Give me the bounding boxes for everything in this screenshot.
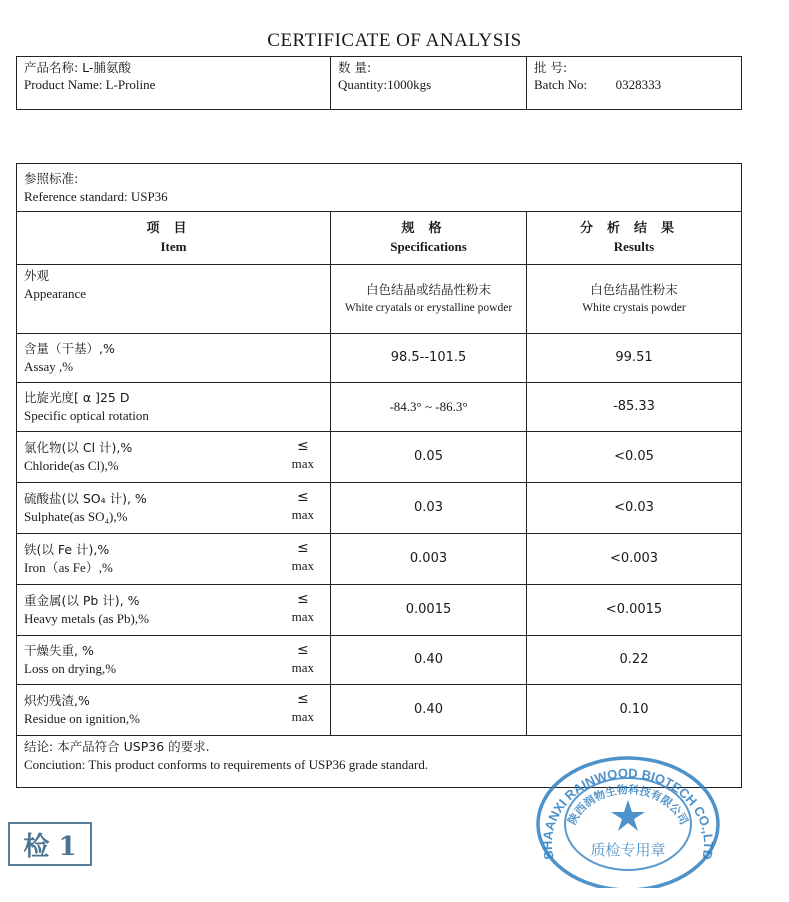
item-name-cn: 硫酸盐(以 SO₄ 计), % bbox=[24, 491, 147, 506]
spec-value: -84.3° ~ -86.3° bbox=[331, 383, 527, 432]
item-name-en: Sulphate(as SO₄),% bbox=[24, 509, 128, 524]
limit-marker bbox=[292, 691, 314, 725]
item-cell bbox=[17, 636, 331, 685]
reference-en: Reference standard: USP36 bbox=[24, 188, 168, 204]
table-row bbox=[17, 383, 742, 432]
result-en: White crystais powder bbox=[582, 302, 686, 314]
spec-value: 98.5--101.5 bbox=[331, 334, 527, 383]
result-value: <0.05 bbox=[527, 432, 742, 483]
table-row bbox=[17, 265, 742, 334]
star-icon bbox=[611, 800, 645, 831]
table-row bbox=[17, 685, 742, 736]
le-symbol: ≤ bbox=[296, 540, 309, 556]
batch-cn: 批 号: bbox=[534, 60, 568, 75]
header-info-box bbox=[16, 56, 742, 110]
stamp-center-text: 质检专用章 bbox=[590, 841, 666, 859]
max-label: max bbox=[291, 456, 314, 471]
spec-value: 0.03 bbox=[331, 483, 527, 534]
result-header-cn: 分析结果 bbox=[579, 221, 688, 236]
item-cell bbox=[17, 383, 331, 432]
limit-marker bbox=[292, 591, 314, 625]
table-row bbox=[17, 636, 742, 685]
item-cell bbox=[17, 585, 331, 636]
le-symbol: ≤ bbox=[296, 691, 309, 707]
batch-number: 0328333 bbox=[615, 77, 662, 92]
max-label: max bbox=[291, 709, 314, 724]
max-label: max bbox=[291, 507, 314, 522]
item-name-cn: 铁(以 Fe 计),% bbox=[24, 542, 110, 557]
spec-en: White cryatals or erystalline powder bbox=[344, 302, 513, 314]
le-symbol: ≤ bbox=[296, 642, 309, 658]
item-cell bbox=[17, 685, 331, 736]
table-row bbox=[17, 432, 742, 483]
max-label: max bbox=[291, 558, 314, 573]
item-name-cn: 重金属(以 Pb 计), % bbox=[24, 593, 140, 608]
item-name-en: Appearance bbox=[24, 286, 87, 301]
spec-header-cn: 规格 bbox=[401, 221, 456, 236]
item-name-cn: 含量（干基）,% bbox=[24, 341, 115, 356]
reference-cell bbox=[17, 164, 742, 212]
result-value: -85.33 bbox=[527, 383, 742, 432]
company-seal-stamp bbox=[533, 752, 723, 888]
item-name-en: Assay ,% bbox=[24, 359, 74, 374]
item-name-cn: 炽灼残渣,% bbox=[24, 693, 90, 708]
result-value: 0.10 bbox=[527, 685, 742, 736]
result-header-en: Results bbox=[613, 239, 655, 254]
table-row bbox=[17, 534, 742, 585]
item-cell bbox=[17, 432, 331, 483]
inspection-mark: 检 1 bbox=[8, 822, 92, 866]
table-row bbox=[17, 585, 742, 636]
stamp-ring-text: SHAANXI RAINWOOD BIOTECH CO.,LTD bbox=[539, 765, 717, 861]
item-name-cn: 氯化物(以 Cl 计),% bbox=[24, 440, 133, 455]
quantity-cn: 数 量: bbox=[338, 60, 372, 75]
item-name-en: Heavy metals (as Pb),% bbox=[24, 611, 149, 626]
table-row bbox=[17, 334, 742, 383]
item-name-cn: 比旋光度[ α ]25 D bbox=[24, 390, 130, 405]
result-value: 0.22 bbox=[527, 636, 742, 685]
spec-value: 0.003 bbox=[331, 534, 527, 585]
limit-marker bbox=[292, 642, 314, 676]
quantity-en: Quantity:1000kgs bbox=[338, 77, 432, 92]
product-name-cell bbox=[17, 57, 331, 109]
spec-cn: 白色结晶或结晶性粉末 bbox=[365, 282, 491, 297]
item-name-cn: 干燥失重, % bbox=[24, 643, 94, 658]
reference-row bbox=[17, 164, 742, 212]
result-header bbox=[527, 212, 742, 265]
result-value: <0.003 bbox=[527, 534, 742, 585]
item-name-en: Loss on drying,% bbox=[24, 661, 117, 676]
item-cell bbox=[17, 483, 331, 534]
le-symbol: ≤ bbox=[296, 489, 309, 505]
le-symbol: ≤ bbox=[296, 438, 309, 454]
spec-header bbox=[331, 212, 527, 265]
reference-cn: 参照标准: bbox=[24, 170, 79, 186]
item-name-en: Chloride(as Cl),% bbox=[24, 458, 119, 473]
limit-marker bbox=[292, 540, 314, 574]
batch-label: Batch No: bbox=[534, 77, 588, 92]
spec-value: 0.0015 bbox=[331, 585, 527, 636]
item-header-en: Item bbox=[160, 239, 187, 254]
document-title: CERTIFICATE OF ANALYSIS bbox=[267, 30, 522, 51]
item-header bbox=[17, 212, 331, 265]
result-cn: 白色结晶性粉末 bbox=[590, 282, 678, 297]
product-name-cn: 产品名称: L-脯氨酸 bbox=[24, 60, 131, 75]
spec-value: 0.40 bbox=[331, 685, 527, 736]
analysis-table bbox=[16, 163, 742, 788]
item-name-cn: 外观 bbox=[24, 268, 50, 283]
item-cell bbox=[17, 334, 331, 383]
le-symbol: ≤ bbox=[296, 591, 309, 607]
batch-en bbox=[534, 76, 734, 93]
result-cell bbox=[527, 265, 742, 334]
item-name-en: Residue on ignition,% bbox=[24, 711, 140, 726]
column-header-row bbox=[17, 212, 742, 265]
conclusion-en: Conciution: This product conforms to requirements of USP36 grade standard. bbox=[24, 757, 429, 772]
item-cell bbox=[17, 534, 331, 585]
spec-cell bbox=[331, 265, 527, 334]
quantity-cell bbox=[331, 57, 527, 109]
item-name-en: Iron（as Fe）,% bbox=[24, 560, 113, 575]
item-name-en: Specific optical rotation bbox=[24, 408, 149, 423]
item-cell bbox=[17, 265, 331, 334]
max-label: max bbox=[291, 609, 314, 624]
table-row bbox=[17, 483, 742, 534]
result-value: <0.0015 bbox=[527, 585, 742, 636]
spec-value: 0.05 bbox=[331, 432, 527, 483]
limit-marker bbox=[292, 438, 314, 472]
spec-value: 0.40 bbox=[331, 636, 527, 685]
spec-header-en: Specifications bbox=[390, 239, 467, 254]
conclusion-cn: 结论: 本产品符合 USP36 的要求. bbox=[24, 739, 210, 754]
limit-marker bbox=[292, 489, 314, 523]
product-name-en: Product Name: L-Proline bbox=[24, 77, 156, 92]
stamp-inner-text: 陕西润物生物科技有限公司 bbox=[565, 783, 691, 827]
item-header-cn: 项目 bbox=[146, 221, 201, 236]
max-label: max bbox=[291, 660, 314, 675]
result-value: 99.51 bbox=[527, 334, 742, 383]
batch-cell bbox=[527, 57, 741, 109]
result-value: <0.03 bbox=[527, 483, 742, 534]
